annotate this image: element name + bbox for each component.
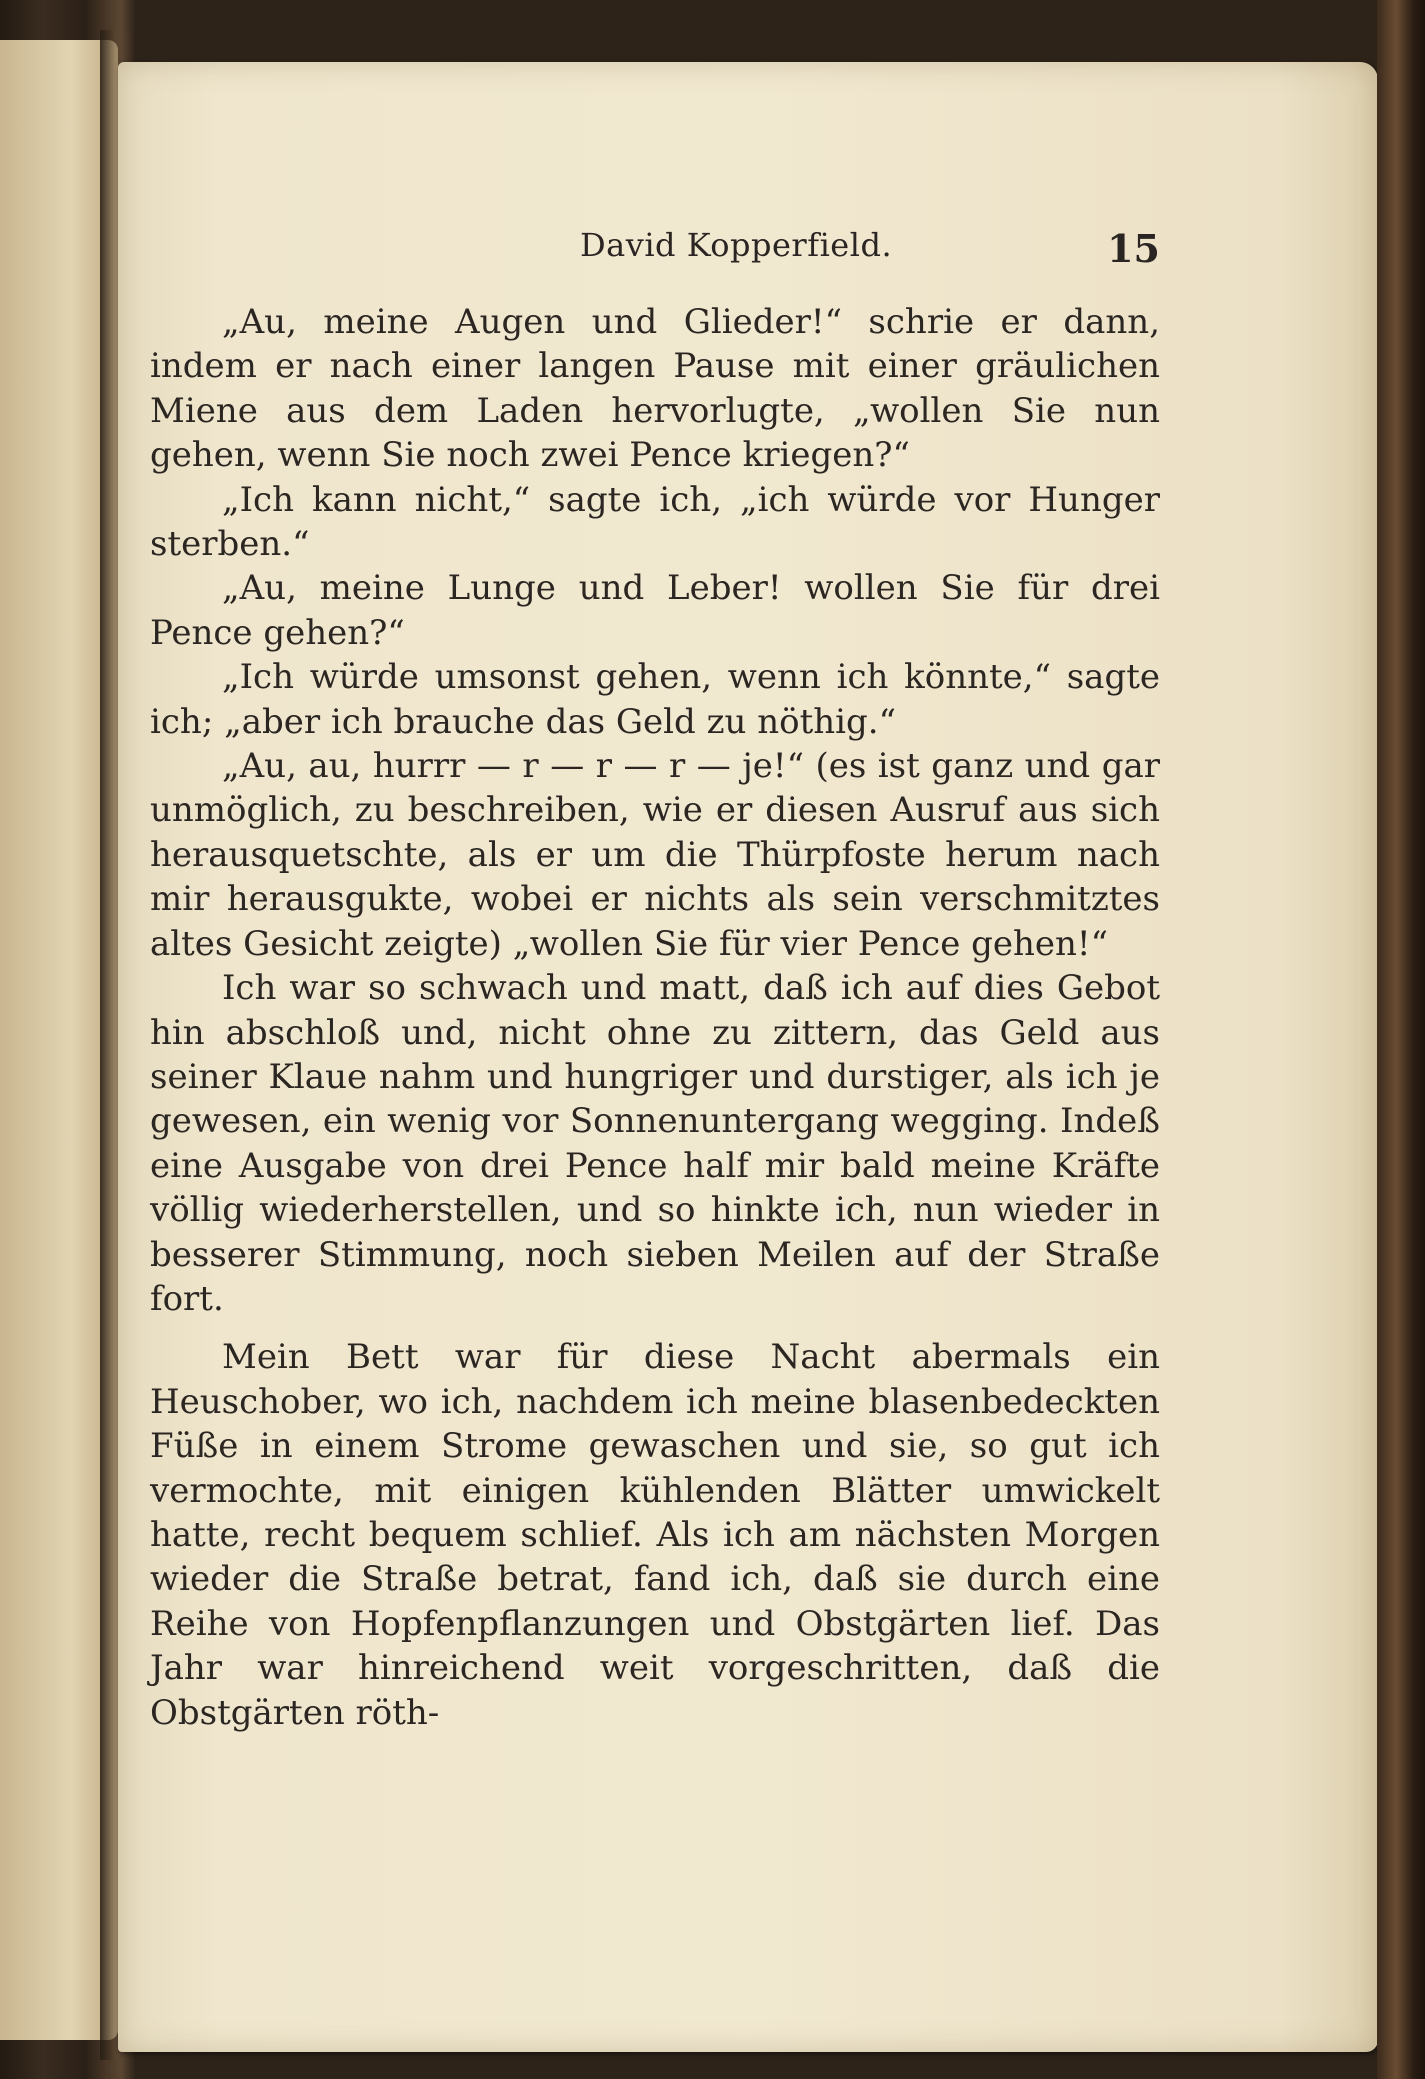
book-cover-edge	[1377, 0, 1425, 2079]
paragraph: „Au, au, hurrr — r — r — r — je!“ (es ist ganz und gar unmöglich, zu beschreiben, wie er diesen Ausruf aus sich herausquetschte, als er um die Thürpfoste herum nach mir herausgukte, wobei er nichts als sein verschmitztes altes Gesicht zeigte) „wollen Sie für vier Pence gehen!“	[150, 746, 1160, 964]
paragraph: „Ich würde umsonst gehen, wenn ich könnte,“ sagte ich; „aber ich brauche das Geld zu nöthig.“	[150, 657, 1160, 742]
paragraph: „Au, meine Lunge und Leber! wollen Sie für drei Pence gehen?“	[150, 568, 1160, 653]
page-number: 15	[1107, 226, 1160, 271]
body-text	[150, 300, 1160, 1735]
running-title: David Kopperfield.	[580, 226, 893, 264]
paragraph: Ich war so schwach und matt, daß ich auf dies Gebot hin abschloß und, nicht ohne zu zittern, das Geld aus seiner Klaue nahm und hungriger und durstiger, als ich je gewesen, ein wenig vor Sonnenuntergang wegging. Indeß eine Ausgabe von drei Pence half mir bald meine Kräfte völlig wiederherstellen, und so hinkte ich, nun wieder in besserer Stimmung, noch sieben Meilen auf der Straße fort.	[150, 968, 1160, 1319]
paragraph: „Au, meine Augen und Glieder!“ schrie er dann, indem er nach einer langen Pause mit einer gräulichen Miene aus dem Laden hervorlugte, „wollen Sie nun gehen, wenn Sie noch zwei Pence kriegen?“	[150, 302, 1160, 476]
paragraph: Mein Bett war für diese Nacht abermals ein Heuschober, wo ich, nachdem ich meine blasenbedeckten Füße in einem Strome gewaschen und sie, so gut ich vermochte, mit einigen kühlenden Blätter umwickelt hatte, recht bequem schlief. Als ich am nächsten Morgen wieder die Straße betrat, fand ich, daß sie durch eine Reihe von Hopfenpflanzungen und Obstgärten lief. Das Jahr war hinreichend weit vorgeschritten, daß die Obstgärten röth-	[150, 1337, 1160, 1733]
page-header	[150, 160, 1160, 271]
paragraph: „Ich kann nicht,“ sagte ich, „ich würde vor Hunger sterben.“	[150, 479, 1160, 565]
